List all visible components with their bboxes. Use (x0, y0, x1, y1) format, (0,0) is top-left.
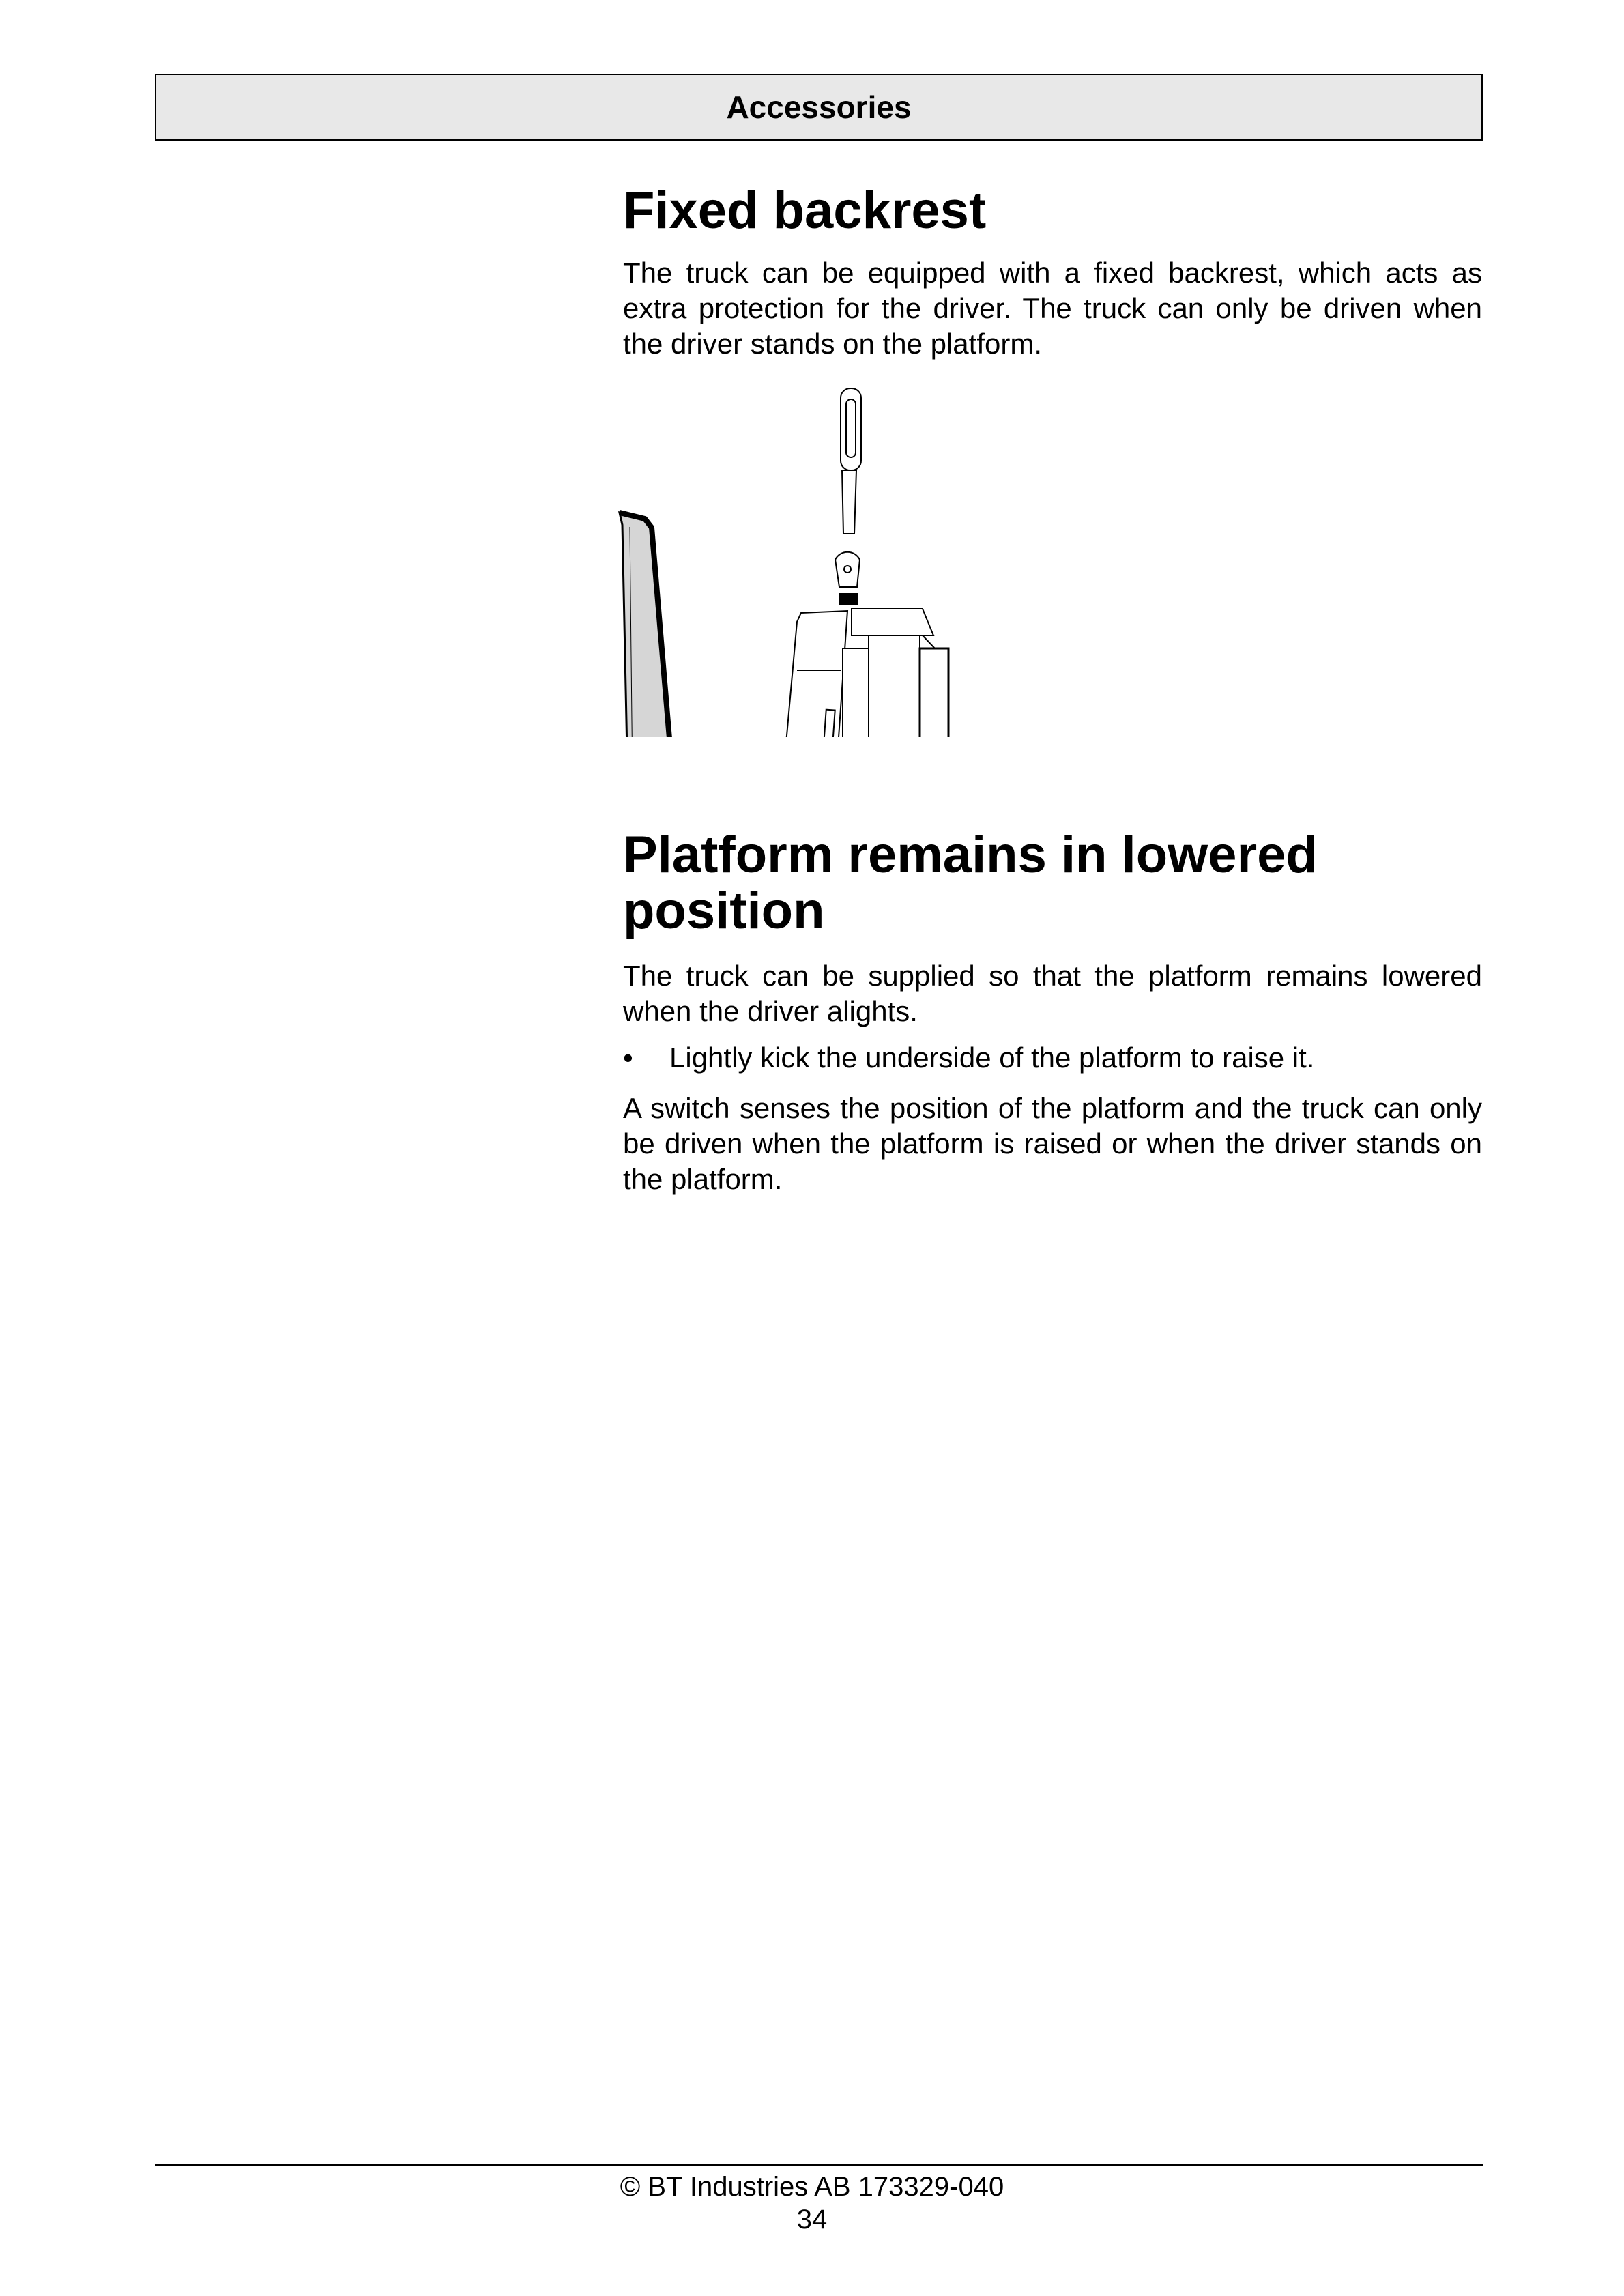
paragraph-fixed-backrest: The truck can be equipped with a fixed backrest, which acts as extra protection for the driver. The truck can only be driven when the driver stands on the platform. (623, 257, 1482, 360)
truck-fixed-backrest-illustration (614, 375, 1296, 737)
paragraph-platform-switch: A switch senses the position of the platform and the truck can only be driven when the platform is raised or when the driver stands on the platform. (623, 1092, 1482, 1195)
bullet-text: Lightly kick the underside of the platform to raise it. (669, 1042, 1315, 1074)
header-title: Accessories (726, 89, 912, 125)
section-fixed-backrest (623, 183, 1482, 362)
paragraph-platform-lowered-intro: The truck can be supplied so that the platform remains lowered when the driver alights. (623, 960, 1482, 1027)
section-header (155, 74, 1483, 141)
bullet-symbol: • (623, 1042, 633, 1074)
section-platform-lowered (623, 827, 1482, 1197)
footer-divider (155, 2164, 1483, 2166)
bullet-item (623, 1040, 1482, 1076)
page-number: 34 (796, 2205, 828, 2235)
heading-platform-lowered: Platform remains in lowered position (623, 826, 1318, 940)
heading-fixed-backrest: Fixed backrest (623, 182, 987, 240)
footer-copyright: © BT Industries AB 173329-040 (620, 2172, 1004, 2202)
